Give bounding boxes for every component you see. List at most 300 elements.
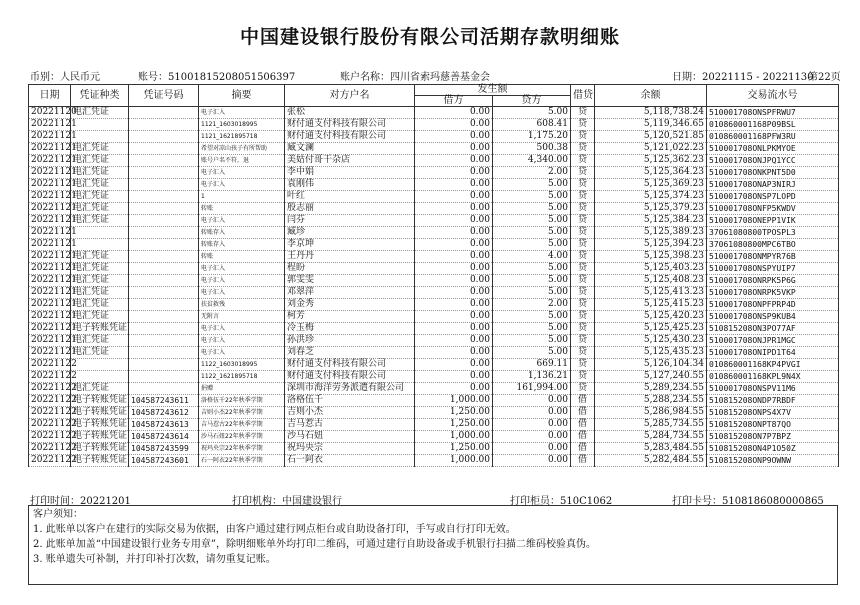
cell-counterparty: 程盼	[285, 263, 415, 275]
cell-credit: 2.00	[493, 299, 571, 311]
cell-counterparty: 祝玛央宗	[285, 443, 415, 455]
cell-date: 20221121	[29, 275, 71, 287]
col-date: 日期	[29, 85, 71, 107]
cell-voucher-no	[129, 335, 199, 347]
cell-dc: 贷	[571, 251, 595, 263]
cell-credit: 2.00	[493, 167, 571, 179]
table-row	[29, 107, 839, 119]
print-org-field: 打印机构：中国建设银行	[232, 496, 342, 507]
cell-counterparty: 石一阿衣	[285, 455, 415, 467]
cell-credit: 5.00	[493, 239, 571, 251]
cell-balance: 5,289,234.55	[595, 383, 707, 395]
cell-voucher-type: 电汇凭证	[71, 383, 129, 395]
cell-dc: 贷	[571, 335, 595, 347]
cell-credit: 5.00	[493, 275, 571, 287]
cell-voucher-type: 电汇凭证	[71, 311, 129, 323]
table-row	[29, 287, 839, 299]
cell-dc: 贷	[571, 383, 595, 395]
cell-serial: 510815208ON7P7BPZ	[707, 431, 839, 443]
table-row	[29, 203, 839, 215]
cell-credit: 5.00	[493, 287, 571, 299]
cell-voucher-no: 104587243614	[129, 431, 199, 443]
cell-dc: 借	[571, 431, 595, 443]
table-row	[29, 119, 839, 131]
cell-counterparty: 李中娟	[285, 167, 415, 179]
table-row	[29, 191, 839, 203]
cell-voucher-type	[71, 227, 129, 239]
cell-credit: 5.00	[493, 203, 571, 215]
cell-dc: 贷	[571, 191, 595, 203]
col-dc: 借贷	[571, 85, 595, 107]
cell-voucher-type: 电汇凭证	[71, 263, 129, 275]
cell-date: 20221121	[29, 131, 71, 143]
table-row	[29, 347, 839, 359]
cell-date: 20221122	[29, 359, 71, 371]
cell-credit: 5.00	[493, 323, 571, 335]
cell-credit: 4.00	[493, 251, 571, 263]
table-row	[29, 383, 839, 395]
cell-voucher-type: 电子转账凭证	[71, 419, 129, 431]
cell-summary: 电子汇入	[199, 347, 285, 359]
table-row	[29, 371, 839, 383]
table-row	[29, 299, 839, 311]
cell-counterparty: 张松	[285, 107, 415, 119]
cell-debit: 0.00	[415, 299, 493, 311]
cell-credit: 5.00	[493, 263, 571, 275]
cell-balance: 5,121,022.23	[595, 143, 707, 155]
table-row	[29, 335, 839, 347]
cell-balance: 5,125,425.23	[595, 323, 707, 335]
cell-serial: 010860001168P09BSL	[707, 119, 839, 131]
cell-voucher-type	[71, 239, 129, 251]
table-row	[29, 179, 839, 191]
cell-balance: 5,125,415.23	[595, 299, 707, 311]
cell-serial: 510815208ONPS4X7V	[707, 407, 839, 419]
table-row	[29, 167, 839, 179]
cell-counterparty: 殷志丽	[285, 203, 415, 215]
cell-dc: 贷	[571, 119, 595, 131]
cell-date: 20221121	[29, 251, 71, 263]
cell-voucher-type: 电汇凭证	[71, 215, 129, 227]
col-voucher-type: 凭证种类	[71, 85, 129, 107]
cell-voucher-no	[129, 107, 199, 119]
cell-voucher-type: 电汇凭证	[71, 251, 129, 263]
cell-date: 20221122	[29, 383, 71, 395]
cell-dc: 借	[571, 419, 595, 431]
cell-voucher-no	[129, 203, 199, 215]
cell-summary: 无附言	[199, 311, 285, 323]
cell-serial: 510001708ONRPK5P6G	[707, 275, 839, 287]
cell-balance: 5,125,430.23	[595, 335, 707, 347]
cell-balance: 5,288,234.55	[595, 395, 707, 407]
cell-debit: 0.00	[415, 347, 493, 359]
cell-credit: 5.00	[493, 191, 571, 203]
cell-balance: 5,127,240.55	[595, 371, 707, 383]
cell-credit: 4,340.00	[493, 155, 571, 167]
cell-dc: 贷	[571, 227, 595, 239]
note-item: 1. 此账单以客户在建行的实际交易为依据，由客户通过建行网点柜台或自助设备打印，手写或自行打印无效。	[33, 524, 516, 535]
cell-date: 20221121	[29, 299, 71, 311]
cell-debit: 0.00	[415, 275, 493, 287]
cell-voucher-type	[71, 359, 129, 371]
cell-serial: 510001708ONSPFRWU7	[707, 107, 839, 119]
cell-dc: 贷	[571, 239, 595, 251]
cell-dc: 贷	[571, 347, 595, 359]
cell-balance: 5,125,435.23	[595, 347, 707, 359]
cell-voucher-type: 电汇凭证	[71, 335, 129, 347]
cell-balance: 5,284,734.55	[595, 431, 707, 443]
cell-date: 20221121	[29, 215, 71, 227]
cell-serial: 510001708ONLPKMYOE	[707, 143, 839, 155]
cell-dc: 贷	[571, 179, 595, 191]
cell-credit: 0.00	[493, 431, 571, 443]
cell-voucher-no: 104587243601	[129, 455, 199, 467]
print-counter-field: 打印柜员：510C1062	[510, 496, 613, 507]
cell-date: 20221121	[29, 323, 71, 335]
cell-dc: 贷	[571, 263, 595, 275]
cell-summary: 电子汇入	[199, 179, 285, 191]
cell-debit: 0.00	[415, 167, 493, 179]
cell-balance: 5,283,484.55	[595, 443, 707, 455]
cell-debit: 0.00	[415, 251, 493, 263]
cell-debit: 0.00	[415, 131, 493, 143]
cell-voucher-type: 电汇凭证	[71, 143, 129, 155]
cell-date: 20221121	[29, 287, 71, 299]
cell-summary: 1122_1621895718	[199, 371, 285, 383]
cell-summary: 1121_1603018995	[199, 119, 285, 131]
cell-date: 20221121	[29, 167, 71, 179]
print-time-field: 打印时间：20221201	[30, 496, 131, 507]
cell-dc: 借	[571, 443, 595, 455]
cell-date: 20221122	[29, 455, 71, 467]
cell-debit: 1,000.00	[415, 455, 493, 467]
cell-balance: 5,282,484.55	[595, 455, 707, 467]
cell-debit: 1,000.00	[415, 431, 493, 443]
cell-voucher-no	[129, 239, 199, 251]
cell-serial: 010860001168PFW3RU	[707, 131, 839, 143]
cell-summary: 吉则小杰22年秋季学期	[199, 407, 285, 419]
table-row	[29, 131, 839, 143]
cell-credit: 5.00	[493, 311, 571, 323]
cell-summary: 1	[199, 191, 285, 203]
cell-dc: 贷	[571, 371, 595, 383]
cell-summary: 电子汇入	[199, 167, 285, 179]
cell-serial: 510815208ON4P1O50Z	[707, 443, 839, 455]
cell-counterparty: 沙马石妞	[285, 431, 415, 443]
note-item: 3. 账单遗失可补制，并打印补打次数，请勿重复记账。	[33, 554, 276, 565]
cell-dc: 贷	[571, 131, 595, 143]
account-name-field: 账户名称：四川省索玛慈善基金会	[340, 72, 490, 83]
cell-balance: 5,125,420.23	[595, 311, 707, 323]
cell-dc: 借	[571, 407, 595, 419]
page-title: 中国建设银行股份有限公司活期存款明细账	[239, 26, 620, 48]
col-balance: 余额	[595, 85, 707, 107]
cell-summary: 电子汇入	[199, 323, 285, 335]
cell-voucher-no	[129, 275, 199, 287]
table-row	[29, 239, 839, 251]
cell-date: 20221121	[29, 203, 71, 215]
cell-counterparty: 孙洪珍	[285, 335, 415, 347]
cell-counterparty: 财付通支付科技有限公司	[285, 131, 415, 143]
cell-date: 20221121	[29, 191, 71, 203]
cell-credit: 5.00	[493, 107, 571, 119]
cell-debit: 1,250.00	[415, 443, 493, 455]
table-row	[29, 419, 839, 431]
cell-serial: 510001708ONIPD1T64	[707, 347, 839, 359]
cell-voucher-no	[129, 227, 199, 239]
cell-voucher-type: 电汇凭证	[71, 203, 129, 215]
cell-credit: 500.38	[493, 143, 571, 155]
cell-debit: 0.00	[415, 287, 493, 299]
cell-serial: 510815208ONP9OWNW	[707, 455, 839, 467]
cell-balance: 5,120,521.85	[595, 131, 707, 143]
cell-balance: 5,125,369.23	[595, 179, 707, 191]
cell-credit: 161,994.00	[493, 383, 571, 395]
table-row	[29, 311, 839, 323]
cell-date: 20221122	[29, 395, 71, 407]
cell-summary: 转账	[199, 203, 285, 215]
cell-voucher-type	[71, 119, 129, 131]
cell-counterparty: 臧文澜	[285, 143, 415, 155]
cell-debit: 0.00	[415, 191, 493, 203]
table-row	[29, 227, 839, 239]
cell-credit: 5.00	[493, 215, 571, 227]
account-number-field: 账号：51001815208051506397	[138, 72, 296, 83]
date-range-field: 日期：20221115 - 20221130	[672, 72, 814, 83]
cell-serial: 510001708ONSP9KUB4	[707, 311, 839, 323]
cell-summary: 捐赠	[199, 383, 285, 395]
cell-counterparty: 李京坤	[285, 239, 415, 251]
cell-voucher-no	[129, 371, 199, 383]
cell-voucher-no	[129, 119, 199, 131]
cell-summary: 账号户名不符，退	[199, 155, 285, 167]
cell-voucher-no	[129, 251, 199, 263]
cell-counterparty: 叶红	[285, 191, 415, 203]
cell-debit: 0.00	[415, 155, 493, 167]
cell-serial: 510001708ONAP3NIRJ	[707, 179, 839, 191]
cell-voucher-no: 104587243599	[129, 443, 199, 455]
cell-debit: 0.00	[415, 143, 493, 155]
cell-counterparty: 吉则小杰	[285, 407, 415, 419]
table-header-row	[29, 85, 839, 96]
cell-debit: 1,250.00	[415, 419, 493, 431]
table-row	[29, 431, 839, 443]
note-item: 2. 此账单加盖“中国建设银行业务专用章”，除明细账单外均打印二维码，可通过建行自助设备或手机银行扫描二维码校验真伪。	[33, 539, 596, 550]
cell-serial: 510001708ONKPNT5D0	[707, 167, 839, 179]
cell-dc: 借	[571, 455, 595, 467]
cell-counterparty: 王丹丹	[285, 251, 415, 263]
cell-dc: 贷	[571, 215, 595, 227]
cell-serial: 510001708ONMPYR76B	[707, 251, 839, 263]
cell-debit: 0.00	[415, 263, 493, 275]
cell-dc: 贷	[571, 359, 595, 371]
cell-voucher-type: 电子转账凭证	[71, 431, 129, 443]
cell-voucher-no	[129, 383, 199, 395]
cell-date: 20221121	[29, 311, 71, 323]
cell-counterparty: 刘春芝	[285, 347, 415, 359]
cell-date: 20221121	[29, 155, 71, 167]
col-summary: 摘要	[199, 85, 285, 107]
col-counterparty: 对方户名	[285, 85, 415, 107]
cell-counterparty: 闫芬	[285, 215, 415, 227]
cell-date: 20221120	[29, 107, 71, 119]
cell-voucher-no	[129, 191, 199, 203]
cell-counterparty: 财付通支付科技有限公司	[285, 119, 415, 131]
notes-heading: 客户须知：	[33, 509, 83, 520]
cell-credit: 5.00	[493, 347, 571, 359]
cell-voucher-no	[129, 167, 199, 179]
cell-credit: 5.00	[493, 335, 571, 347]
cell-debit: 0.00	[415, 239, 493, 251]
cell-debit: 0.00	[415, 323, 493, 335]
cell-voucher-no	[129, 215, 199, 227]
cell-serial: 510001708ONSP7LOPD	[707, 191, 839, 203]
cell-credit: 0.00	[493, 455, 571, 467]
cell-summary: 电子汇入	[199, 263, 285, 275]
cell-voucher-no	[129, 131, 199, 143]
cell-balance: 5,125,384.23	[595, 215, 707, 227]
cell-date: 20221122	[29, 443, 71, 455]
cell-voucher-type	[71, 371, 129, 383]
cell-debit: 0.00	[415, 119, 493, 131]
cell-serial: 010860001168KP4PVGI	[707, 359, 839, 371]
currency-field: 币别：人民币元	[30, 72, 100, 83]
cell-balance: 5,285,734.55	[595, 419, 707, 431]
customer-notes	[28, 505, 838, 585]
cell-debit: 0.00	[415, 107, 493, 119]
cell-date: 20221122	[29, 419, 71, 431]
cell-debit: 0.00	[415, 227, 493, 239]
cell-counterparty: 刘金秀	[285, 299, 415, 311]
cell-debit: 0.00	[415, 215, 493, 227]
page-number: 第22页	[808, 72, 841, 83]
cell-dc: 贷	[571, 323, 595, 335]
cell-serial: 37061080800TPOSPL3	[707, 227, 839, 239]
cell-dc: 贷	[571, 311, 595, 323]
cell-serial: 510001708ONJPQ1YCC	[707, 155, 839, 167]
cell-serial: 510815208ON3PO77AF	[707, 323, 839, 335]
cell-counterparty: 袁刚伟	[285, 179, 415, 191]
cell-counterparty: 吉马惹古	[285, 419, 415, 431]
col-serial: 交易流水号	[707, 85, 839, 107]
cell-debit: 1,000.00	[415, 395, 493, 407]
table-row	[29, 251, 839, 263]
table-row	[29, 275, 839, 287]
cell-counterparty: 深圳市海洋劳务派遣有限公司	[285, 383, 415, 395]
cell-credit: 669.11	[493, 359, 571, 371]
cell-counterparty: 臧珍	[285, 227, 415, 239]
cell-voucher-type: 电子转账凭证	[71, 407, 129, 419]
cell-counterparty: 冷玉梅	[285, 323, 415, 335]
cell-counterparty: 柯芳	[285, 311, 415, 323]
cell-debit: 0.00	[415, 311, 493, 323]
table-row	[29, 455, 839, 467]
cell-serial: 37061080800MPC6TBO	[707, 239, 839, 251]
cell-date: 20221122	[29, 371, 71, 383]
cell-balance: 5,125,398.23	[595, 251, 707, 263]
cell-summary: 吉马惹古22年秋季学期	[199, 419, 285, 431]
cell-voucher-type	[71, 131, 129, 143]
cell-counterparty: 洛格伍千	[285, 395, 415, 407]
cell-voucher-no: 104587243611	[129, 395, 199, 407]
cell-summary: 祝玛央宗22年秋季学期	[199, 443, 285, 455]
cell-credit: 0.00	[493, 419, 571, 431]
cell-summary: 石一阿衣22年秋季学期	[199, 455, 285, 467]
cell-date: 20221121	[29, 347, 71, 359]
cell-summary: 电子汇入	[199, 107, 285, 119]
cell-credit: 0.00	[493, 395, 571, 407]
print-card-field: 打印卡号：5108186080000865	[672, 496, 824, 507]
cell-serial: 510001708ONEPP1VIK	[707, 215, 839, 227]
cell-balance: 5,125,379.23	[595, 203, 707, 215]
cell-serial: 510815208ONDP7RBDF	[707, 395, 839, 407]
cell-summary: 1121_1621895718	[199, 131, 285, 143]
cell-date: 20221121	[29, 143, 71, 155]
cell-voucher-no	[129, 155, 199, 167]
cell-summary: 1122_1603018995	[199, 359, 285, 371]
cell-balance: 5,119,346.65	[595, 119, 707, 131]
cell-voucher-type: 电汇凭证	[71, 155, 129, 167]
cell-debit: 0.00	[415, 383, 493, 395]
cell-date: 20221121	[29, 239, 71, 251]
statement-table	[28, 84, 839, 467]
cell-counterparty: 郭雯雯	[285, 275, 415, 287]
cell-serial: 510001708ONRPK5VKP	[707, 287, 839, 299]
cell-summary: 沙马石妞22年秋季学期	[199, 431, 285, 443]
cell-summary: 转账存入	[199, 239, 285, 251]
cell-voucher-type: 电汇凭证	[71, 299, 129, 311]
cell-debit: 0.00	[415, 359, 493, 371]
cell-serial: 010860001168KPL9N4X	[707, 371, 839, 383]
cell-summary: 电子汇入	[199, 287, 285, 299]
table-row	[29, 407, 839, 419]
cell-counterparty: 财付通支付科技有限公司	[285, 359, 415, 371]
col-credit: 贷方	[493, 96, 571, 107]
cell-voucher-no	[129, 359, 199, 371]
cell-credit: 5.00	[493, 179, 571, 191]
cell-voucher-no	[129, 179, 199, 191]
cell-debit: 0.00	[415, 371, 493, 383]
cell-dc: 贷	[571, 143, 595, 155]
col-debit: 借方	[415, 96, 493, 107]
cell-balance: 5,286,984.55	[595, 407, 707, 419]
table-row	[29, 143, 839, 155]
cell-voucher-type: 电子转账凭证	[71, 395, 129, 407]
cell-summary: 电子汇入	[199, 335, 285, 347]
cell-dc: 贷	[571, 155, 595, 167]
cell-balance: 5,118,738.24	[595, 107, 707, 119]
cell-credit: 0.00	[493, 407, 571, 419]
cell-voucher-type: 电汇凭证	[71, 191, 129, 203]
cell-balance: 5,125,374.23	[595, 191, 707, 203]
table-row	[29, 155, 839, 167]
cell-date: 20221121	[29, 179, 71, 191]
cell-date: 20221121	[29, 119, 71, 131]
cell-credit: 5.00	[493, 227, 571, 239]
cell-voucher-no: 104587243613	[129, 419, 199, 431]
table-row	[29, 323, 839, 335]
cell-date: 20221121	[29, 335, 71, 347]
cell-serial: 510001708ONPFPRP4D	[707, 299, 839, 311]
cell-voucher-type: 电汇凭证	[71, 107, 129, 119]
cell-balance: 5,125,389.23	[595, 227, 707, 239]
cell-summary: 转账存入	[199, 227, 285, 239]
table-row	[29, 263, 839, 275]
col-voucher-no: 凭证号码	[129, 85, 199, 107]
cell-debit: 1,250.00	[415, 407, 493, 419]
cell-voucher-no	[129, 299, 199, 311]
cell-counterparty: 美姑付哥干杂店	[285, 155, 415, 167]
